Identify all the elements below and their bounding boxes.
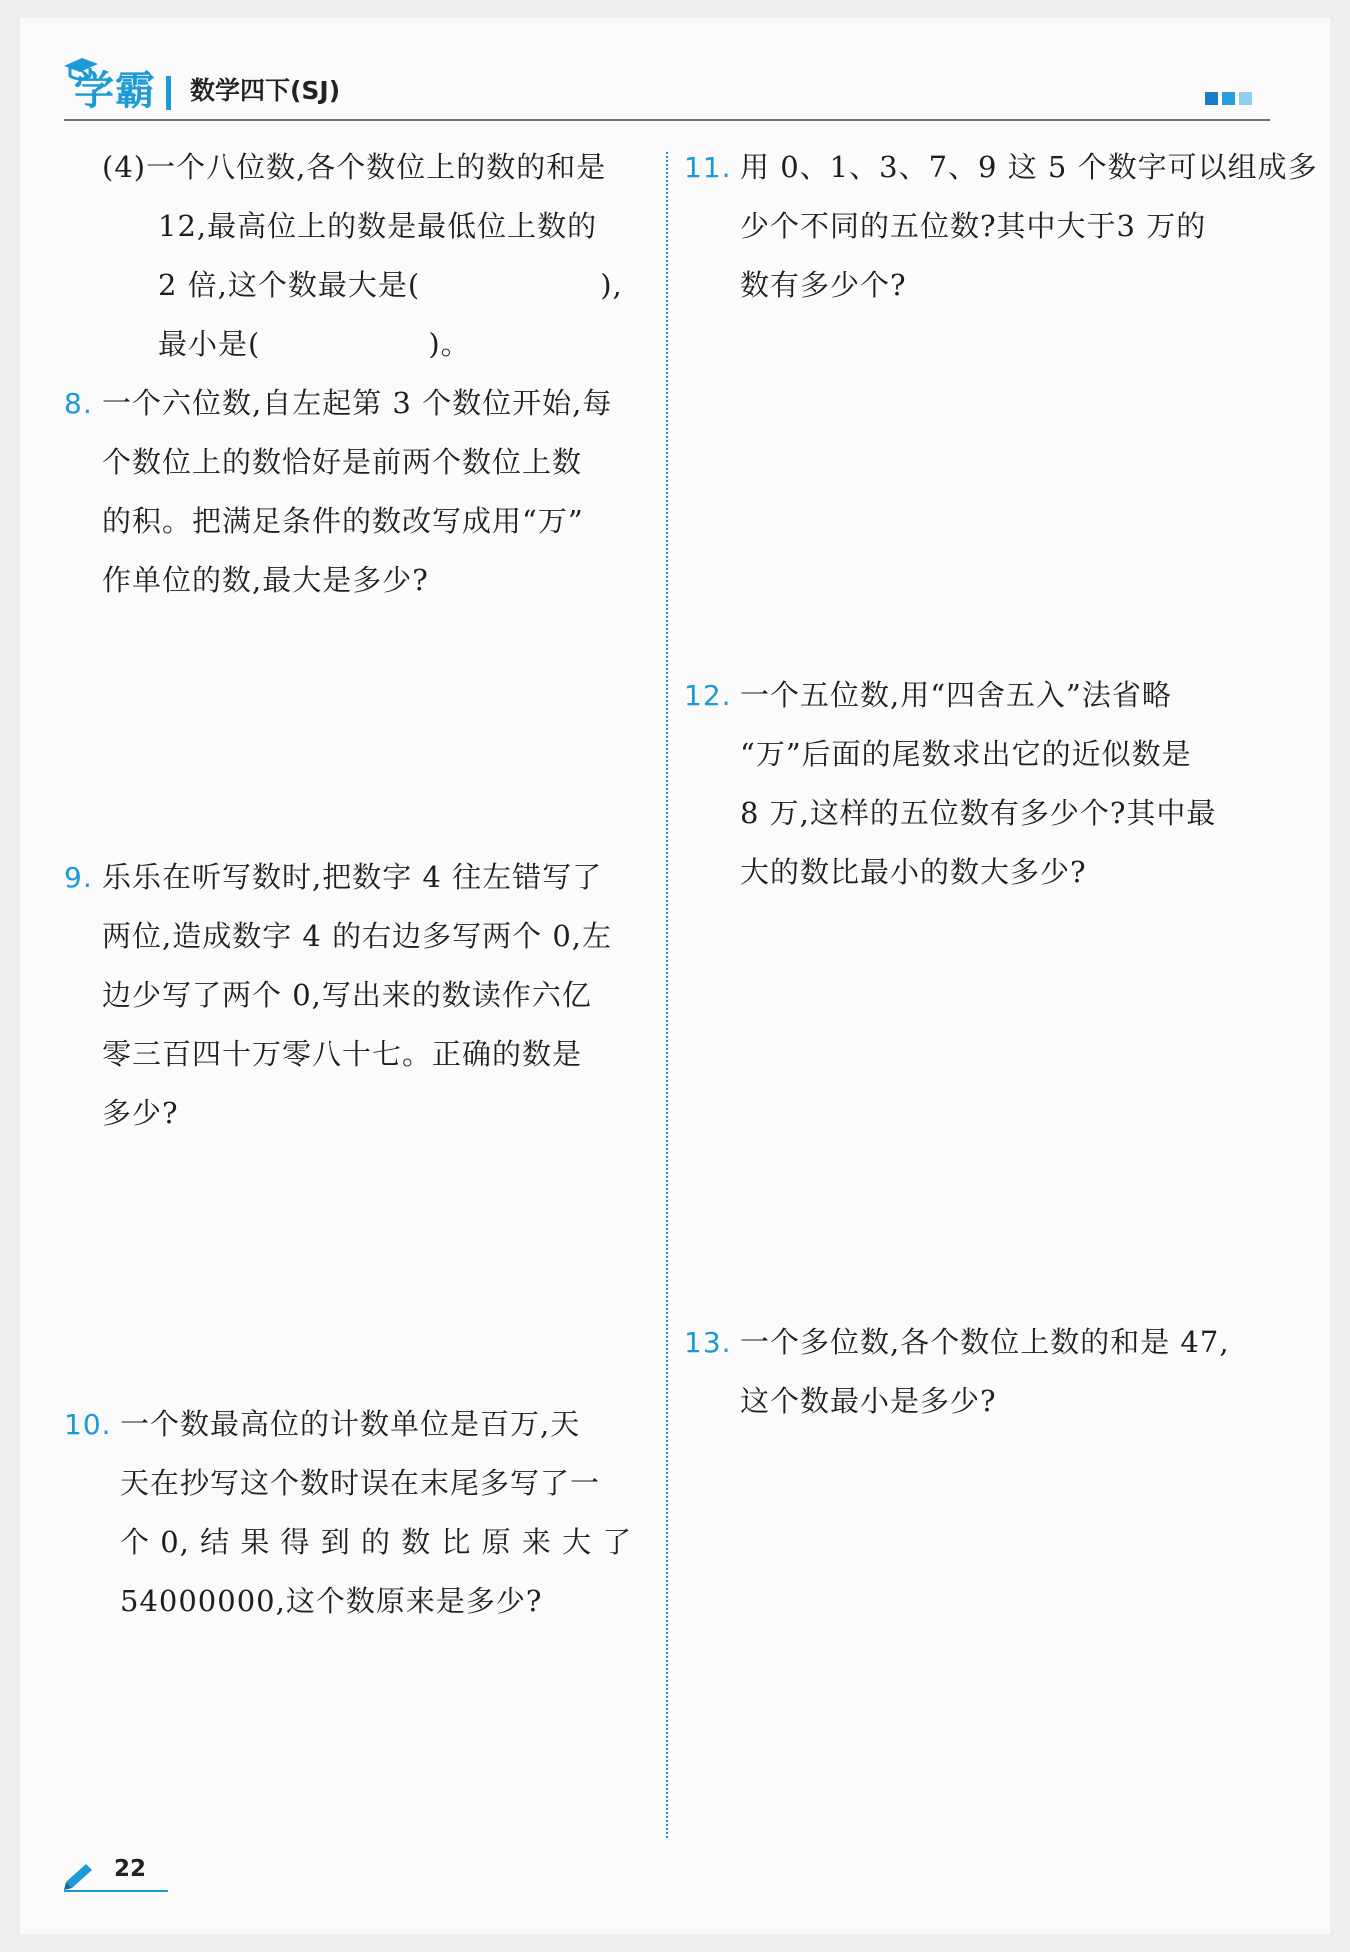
question-13 — [684, 1313, 1280, 1431]
subject-title: 数学四下(SJ) — [190, 76, 341, 105]
page-number: 22 — [114, 1856, 147, 1882]
question-line: 一个多位数,各个数位上数的和是 47, — [740, 1325, 1230, 1359]
footer-rule — [64, 1890, 168, 1892]
question-12 — [684, 666, 1280, 902]
question-line: 12,最高位上的数是最低位上数的 — [158, 209, 598, 243]
question-line: 作单位的数,最大是多少? — [102, 563, 429, 597]
question-10 — [64, 1395, 654, 1631]
question-line: 一个五位数,用“四舍五入”法省略 — [740, 678, 1172, 712]
question-number: 12. — [684, 679, 732, 712]
question-line: 零三百四十万零八十七。正确的数是 — [102, 1037, 583, 1071]
question-line-text: 2 倍,这个数最大是( — [158, 268, 421, 302]
question-number: 11. — [684, 151, 732, 184]
question-line: 数有多少个? — [740, 268, 907, 302]
question-line-text: )。 — [428, 327, 471, 361]
question-line-text: 最小是( — [158, 327, 261, 361]
question-line: 一个数最高位的计数单位是百万,天 — [120, 1407, 581, 1441]
question-line: 大的数比最小的数大多少? — [740, 855, 1087, 889]
question-number: 10. — [64, 1408, 112, 1441]
question-line: (4)一个八位数,各个数位上的数的和是 — [102, 150, 607, 184]
brand-divider — [166, 76, 171, 110]
question-line: 乐乐在听写数时,把数字 4 往左错写了 — [102, 860, 603, 894]
question-7-part-4 — [64, 138, 654, 374]
question-line: 一个六位数,自左起第 3 个数位开始,每 — [102, 386, 613, 420]
question-line: 个数位上的数恰好是前两个数位上数 — [102, 445, 583, 479]
question-line-text: ), — [600, 268, 623, 302]
square-icon — [1222, 92, 1235, 105]
question-8 — [64, 374, 654, 610]
page-header — [64, 62, 1270, 120]
question-line: 这个数最小是多少? — [740, 1384, 997, 1418]
question-11 — [684, 138, 1318, 315]
question-line: 多少? — [102, 1096, 179, 1130]
question-number: 8. — [64, 387, 93, 420]
question-line: 个 0, 结 果 得 到 的 数 比 原 来 大 了 — [120, 1525, 633, 1559]
header-rule — [64, 119, 1270, 121]
column-divider — [666, 152, 668, 1838]
question-line — [64, 256, 654, 315]
question-line: 天在抄写这个数时误在末尾多写了一 — [120, 1466, 601, 1500]
pencil-icon — [62, 1860, 98, 1890]
question-9 — [64, 848, 654, 1143]
question-line — [64, 315, 654, 374]
brand-logo: 学霸 — [74, 68, 156, 114]
question-line: 边少写了两个 0,写出来的数读作六亿 — [102, 978, 592, 1012]
square-icon — [1239, 92, 1252, 105]
question-line: 的积。把满足条件的数改写成用“万” — [102, 504, 584, 538]
question-line: 8 万,这样的五位数有多少个?其中最 — [740, 796, 1217, 830]
question-number: 13. — [684, 1326, 732, 1359]
question-line: “万”后面的尾数求出它的近似数是 — [740, 737, 1192, 771]
question-number: 9. — [64, 861, 93, 894]
question-line: 两位,造成数字 4 的右边多写两个 0,左 — [102, 919, 612, 953]
square-icon — [1205, 92, 1218, 105]
decorative-squares — [1205, 92, 1252, 106]
question-line: 少个不同的五位数?其中大于3 万的 — [740, 209, 1207, 243]
question-line: 54000000,这个数原来是多少? — [120, 1584, 543, 1618]
question-line: 用 0、1、3、7、9 这 5 个数字可以组成多 — [740, 150, 1318, 184]
